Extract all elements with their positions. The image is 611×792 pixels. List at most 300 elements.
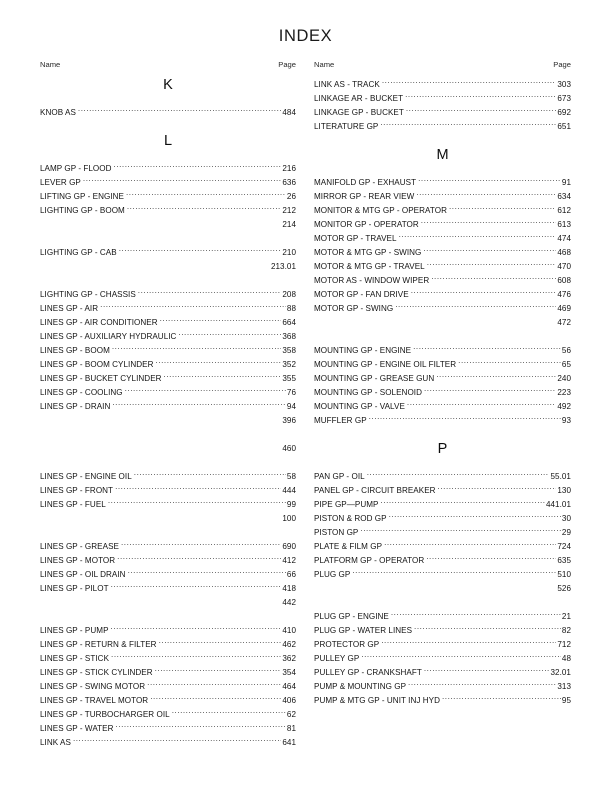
index-entry-continuation[interactable] (40, 414, 296, 428)
dot-leader (416, 190, 556, 199)
row-spacer (40, 274, 296, 288)
dot-leader (382, 78, 557, 87)
index-entry[interactable] (314, 554, 571, 568)
entry-line (40, 414, 296, 428)
dot-leader (438, 484, 557, 493)
entry-page-number: 724 (557, 542, 571, 551)
index-entry[interactable] (314, 78, 571, 92)
entry-page-number: 208 (282, 290, 296, 299)
entry-line (314, 582, 571, 596)
row-spacer (314, 330, 571, 344)
letter-divider: K (163, 77, 173, 93)
column-header-name: Name (40, 60, 61, 69)
entry-page-number: 303 (557, 80, 571, 89)
entry-page-number: 55.01 (550, 472, 571, 481)
entry-title: PISTON GP (314, 528, 359, 537)
entry-page-number: 65 (561, 360, 571, 369)
index-entry[interactable] (314, 624, 571, 638)
entry-title: LIGHTING GP - CHASSIS (40, 290, 136, 299)
dot-leader (424, 666, 550, 675)
entry-page-number: 444 (282, 486, 296, 495)
entry-line (40, 736, 296, 750)
dot-leader (405, 92, 556, 101)
entry-title: PLATFORM GP - OPERATOR (314, 556, 425, 565)
dot-leader (424, 386, 556, 395)
entry-page-number: 608 (557, 276, 571, 285)
index-entry[interactable] (314, 526, 571, 540)
entry-line (314, 78, 571, 92)
dot-leader (115, 484, 281, 493)
entry-title: LIGHTING GP - BOOM (40, 206, 125, 215)
index-entry[interactable] (314, 92, 571, 106)
entry-title: MANIFOLD GP - EXHAUST (314, 178, 417, 187)
entry-page-number: 690 (282, 542, 296, 551)
entry-line (40, 554, 296, 568)
entry-title: PISTON & ROD GP (314, 514, 387, 523)
index-entry[interactable] (40, 722, 296, 736)
index-entry[interactable] (40, 358, 296, 372)
index-entry[interactable] (314, 694, 571, 708)
entry-page-number: 484 (282, 108, 296, 117)
entry-page-number: 460 (282, 444, 296, 453)
entry-line (314, 694, 571, 708)
index-entry[interactable] (314, 666, 571, 680)
entry-page-number: 216 (282, 164, 296, 173)
entry-page-number: 396 (282, 416, 296, 425)
entry-title: MUFFLER GP (314, 416, 367, 425)
entry-title: LINKAGE GP - BUCKET (314, 108, 404, 117)
entry-line (314, 372, 571, 386)
entry-title: MOUNTING GP - SOLENOID (314, 388, 422, 397)
entry-line (40, 218, 296, 232)
row-spacer (40, 456, 296, 470)
dot-leader (442, 694, 561, 703)
entry-line (314, 624, 571, 638)
entry-page-number: 30 (561, 514, 571, 523)
entry-page-number: 99 (286, 500, 296, 509)
entry-page-number: 352 (282, 360, 296, 369)
entry-title: LINES GP - ENGINE OIL (40, 472, 132, 481)
index-entry[interactable] (40, 190, 296, 204)
entry-line (314, 260, 571, 274)
index-entry[interactable] (314, 204, 571, 218)
entry-page-number: 313 (557, 682, 571, 691)
index-entry[interactable] (40, 316, 296, 330)
entry-line (40, 190, 296, 204)
entry-title: PLATE & FILM GP (314, 542, 383, 551)
dot-leader (126, 190, 286, 199)
dot-leader (73, 736, 281, 745)
entry-page-number: 100 (282, 514, 296, 523)
entry-title: LINES GP - SWING MOTOR (40, 682, 146, 691)
index-entry-continuation[interactable] (40, 218, 296, 232)
entry-line (314, 302, 571, 316)
entry-title: LIGHTING GP - CAB (40, 248, 117, 257)
index-entry-continuation[interactable] (40, 442, 296, 456)
entry-page-number: 26 (286, 192, 296, 201)
entry-page-number: 442 (282, 598, 296, 607)
column-header-right (314, 60, 571, 78)
index-entry[interactable] (314, 372, 571, 386)
entry-title: LINES GP - TRAVEL MOTOR (40, 696, 149, 705)
entry-page-number: 358 (282, 346, 296, 355)
dot-leader (121, 540, 281, 549)
entry-title: KNOB AS (40, 108, 76, 117)
entry-page-number: 468 (557, 248, 571, 257)
entry-title: MOTOR GP - TRAVEL (314, 234, 397, 243)
letter-divider: P (437, 441, 448, 457)
entry-line (314, 400, 571, 414)
entry-page-number: 464 (282, 682, 296, 691)
entry-page-number: 712 (557, 640, 571, 649)
entry-title: LINES GP - WATER (40, 724, 114, 733)
dot-leader (413, 344, 561, 353)
index-entry[interactable] (314, 232, 571, 246)
dot-leader (172, 708, 286, 717)
row-spacer (314, 134, 571, 148)
dot-leader (395, 302, 556, 311)
index-entry[interactable] (314, 106, 571, 120)
entry-page-number: 354 (282, 668, 296, 677)
entry-line (40, 246, 296, 260)
dot-leader (111, 652, 281, 661)
entry-page-number: 81 (286, 724, 296, 733)
index-entry[interactable] (40, 652, 296, 666)
index-entry[interactable] (40, 582, 296, 596)
index-entry[interactable] (40, 470, 296, 484)
entry-page-number: 88 (286, 304, 296, 313)
entry-line (40, 288, 296, 302)
dot-leader (426, 554, 556, 563)
page-title: INDEX (278, 27, 333, 45)
entry-line (314, 652, 571, 666)
entry-line (314, 568, 571, 582)
entry-line (314, 176, 571, 190)
entry-line (314, 666, 571, 680)
index-entry[interactable] (314, 484, 571, 498)
dot-leader (421, 218, 557, 227)
index-entry[interactable] (314, 218, 571, 232)
entry-line (40, 106, 296, 120)
entry-title: LINES GP - STICK (40, 654, 110, 663)
entry-line (40, 442, 296, 456)
dot-leader (147, 680, 281, 689)
index-entry[interactable] (314, 274, 571, 288)
entry-page-number: 418 (282, 584, 296, 593)
entry-page-number: 66 (286, 570, 296, 579)
entry-page-number: 692 (557, 108, 571, 117)
entry-page-number: 634 (557, 192, 571, 201)
index-entry-continuation[interactable] (40, 260, 296, 274)
index-entry[interactable] (40, 708, 296, 722)
index-entry[interactable] (40, 694, 296, 708)
entry-page-number: 474 (557, 234, 571, 243)
row-spacer (40, 428, 296, 442)
dot-leader (111, 624, 282, 633)
entry-title: PULLEY GP (314, 654, 360, 663)
index-entry[interactable] (314, 568, 571, 582)
entry-line (40, 568, 296, 582)
dot-leader (427, 260, 557, 269)
entry-line (314, 106, 571, 120)
entry-title: MOUNTING GP - VALVE (314, 402, 405, 411)
entry-page-number: 510 (557, 570, 571, 579)
dot-leader (381, 638, 556, 647)
entry-page-number: 210 (282, 248, 296, 257)
dot-leader (406, 106, 556, 115)
entry-page-number: 469 (557, 304, 571, 313)
entry-page-number: 95 (561, 696, 571, 705)
index-entry[interactable] (40, 400, 296, 414)
letter-divider: L (163, 133, 173, 149)
dot-leader (399, 232, 557, 241)
entry-page-number: 212 (282, 206, 296, 215)
entry-title: LINES GP - MOTOR (40, 556, 116, 565)
index-entry[interactable] (314, 652, 571, 666)
entry-line (314, 316, 571, 330)
index-entry[interactable] (40, 638, 296, 652)
index-entry[interactable] (314, 540, 571, 554)
entry-page-number: 412 (282, 556, 296, 565)
entry-title: LINKAGE AR - BUCKET (314, 94, 404, 103)
entry-title: LINES GP - BUCKET CYLINDER (40, 374, 162, 383)
row-spacer (40, 92, 296, 106)
dot-leader (352, 568, 556, 577)
entry-page-number: 21 (561, 612, 571, 621)
entry-page-number: 130 (557, 486, 571, 495)
index-entry[interactable] (314, 120, 571, 134)
entry-line (314, 120, 571, 134)
row-spacer (40, 526, 296, 540)
dot-leader (458, 358, 561, 367)
index-entry[interactable] (40, 372, 296, 386)
index-entry[interactable] (40, 386, 296, 400)
entry-line (314, 610, 571, 624)
index-entry[interactable] (40, 680, 296, 694)
entry-page-number: 62 (286, 710, 296, 719)
dot-leader (100, 302, 286, 311)
dot-leader (125, 386, 286, 395)
dot-leader (159, 638, 282, 647)
entry-title: MOUNTING GP - ENGINE OIL FILTER (314, 360, 457, 369)
entry-title: LINES GP - COOLING (40, 388, 123, 397)
entry-title: LINES GP - STICK CYLINDER (40, 668, 153, 677)
index-entry[interactable] (314, 512, 571, 526)
entry-line (40, 638, 296, 652)
entry-title: MONITOR & MTG GP - OPERATOR (314, 206, 447, 215)
index-entry[interactable] (314, 610, 571, 624)
dot-leader (128, 568, 286, 577)
entry-line (40, 330, 296, 344)
row-spacer (40, 148, 296, 162)
index-entry[interactable] (314, 638, 571, 652)
index-entry[interactable] (40, 344, 296, 358)
index-entry[interactable] (314, 470, 571, 484)
entry-page-number: 223 (557, 388, 571, 397)
index-entry[interactable] (40, 484, 296, 498)
entry-page-number: 651 (557, 122, 571, 131)
entry-line (40, 582, 296, 596)
entry-line (314, 512, 571, 526)
index-entry[interactable] (40, 204, 296, 218)
dot-leader (380, 498, 544, 507)
entry-line (314, 246, 571, 260)
entry-line (40, 624, 296, 638)
index-entry[interactable] (40, 106, 296, 120)
row-spacer (40, 120, 296, 134)
dot-leader (138, 288, 282, 297)
dot-leader (361, 652, 561, 661)
dot-leader (407, 400, 556, 409)
entry-line (314, 92, 571, 106)
entry-title: PULLEY GP - CRANKSHAFT (314, 668, 422, 677)
index-entry[interactable] (40, 498, 296, 512)
entry-title: LITERATURE GP (314, 122, 379, 131)
entry-title: LINES GP - PUMP (40, 626, 109, 635)
row-spacer (314, 428, 571, 442)
index-entry-continuation[interactable] (314, 582, 571, 596)
entry-page-number: 526 (557, 584, 571, 593)
entry-page-number: 94 (286, 402, 296, 411)
entry-line (40, 358, 296, 372)
dot-leader (431, 274, 556, 283)
row-spacer (314, 456, 571, 470)
row-spacer (40, 610, 296, 624)
dot-leader (119, 246, 282, 255)
index-entry[interactable] (40, 554, 296, 568)
entry-page-number: 410 (282, 626, 296, 635)
dot-leader (178, 330, 281, 339)
dot-leader (418, 176, 561, 185)
entry-page-number: 664 (282, 318, 296, 327)
entry-page-number: 56 (561, 346, 571, 355)
index-column-right (314, 60, 571, 708)
index-entry[interactable] (40, 666, 296, 680)
dot-leader (360, 526, 561, 535)
entry-title: PANEL GP - CIRCUIT BREAKER (314, 486, 436, 495)
entry-title: MOTOR & MTG GP - TRAVEL (314, 262, 425, 271)
entry-page-number: 93 (561, 416, 571, 425)
index-entry[interactable] (40, 568, 296, 582)
entry-page-number: 462 (282, 640, 296, 649)
entry-title: MOUNTING GP - ENGINE (314, 346, 412, 355)
index-entry[interactable] (314, 190, 571, 204)
entry-title: PLUG GP - WATER LINES (314, 626, 413, 635)
entry-page-number: 406 (282, 696, 296, 705)
entry-page-number: 441.01 (545, 500, 571, 509)
entry-title: LINES GP - DRAIN (40, 402, 111, 411)
entry-title: LINES GP - AIR (40, 304, 99, 313)
index-entry[interactable] (40, 162, 296, 176)
entry-title: LINES GP - AIR CONDITIONER (40, 318, 158, 327)
entry-line (40, 386, 296, 400)
entry-page-number: 355 (282, 374, 296, 383)
entry-line (40, 470, 296, 484)
dot-leader (112, 344, 281, 353)
index-entry[interactable] (40, 736, 296, 750)
entry-title: PAN GP - OIL (314, 472, 365, 481)
entry-line (40, 316, 296, 330)
index-entry[interactable] (314, 414, 571, 428)
entry-line (314, 232, 571, 246)
index-entry[interactable] (40, 288, 296, 302)
index-entry[interactable] (314, 386, 571, 400)
dot-leader (150, 694, 281, 703)
dot-leader (114, 162, 282, 171)
entry-line (314, 288, 571, 302)
entry-page-number: 470 (557, 262, 571, 271)
entry-line (314, 386, 571, 400)
entry-page-number: 82 (561, 626, 571, 635)
index-entry[interactable] (40, 246, 296, 260)
letter-divider: M (436, 147, 449, 163)
entry-title: LINES GP - BOOM (40, 346, 110, 355)
index-entry[interactable] (314, 246, 571, 260)
entry-line (314, 358, 571, 372)
row-spacer (40, 232, 296, 246)
entry-title: PUMP & MOUNTING GP (314, 682, 407, 691)
dot-leader (414, 624, 561, 633)
entry-title: MOTOR GP - SWING (314, 304, 394, 313)
entry-line (314, 470, 571, 484)
index-entry[interactable] (314, 358, 571, 372)
dot-leader (117, 554, 281, 563)
entry-line (314, 526, 571, 540)
entry-page-number: 472 (557, 318, 571, 327)
entry-line (40, 302, 296, 316)
index-entry[interactable] (40, 302, 296, 316)
entry-page-number: 213.01 (270, 262, 296, 271)
entry-line (314, 540, 571, 554)
entry-page-number: 29 (561, 528, 571, 537)
dot-leader (112, 400, 286, 409)
index-entry-continuation[interactable] (314, 316, 571, 330)
index-entry-continuation[interactable] (40, 596, 296, 610)
index-entry[interactable] (314, 260, 571, 274)
index-entry[interactable] (40, 540, 296, 554)
index-entry[interactable] (314, 288, 571, 302)
entry-line (40, 176, 296, 190)
dot-leader (164, 372, 282, 381)
dot-leader (160, 316, 282, 325)
column-header-left (40, 60, 296, 78)
dot-leader (391, 610, 561, 619)
entry-line (314, 680, 571, 694)
index-entry[interactable] (40, 330, 296, 344)
dot-leader (389, 512, 561, 521)
index-entry[interactable] (40, 624, 296, 638)
dot-leader (380, 120, 556, 129)
entry-page-number: 492 (557, 402, 571, 411)
entry-line (314, 274, 571, 288)
dot-leader (116, 722, 286, 731)
entry-page-number: 613 (557, 220, 571, 229)
index-entry[interactable] (40, 176, 296, 190)
index-entry[interactable] (314, 498, 571, 512)
dot-leader (83, 176, 281, 185)
index-entry-continuation[interactable] (40, 512, 296, 526)
index-entry[interactable] (314, 302, 571, 316)
entry-title: LEVER GP (40, 178, 81, 187)
index-entry[interactable] (314, 344, 571, 358)
entry-title: MIRROR GP - REAR VIEW (314, 192, 415, 201)
index-entry[interactable] (314, 680, 571, 694)
entry-page-number: 636 (282, 178, 296, 187)
dot-leader (155, 666, 282, 675)
dot-leader (408, 680, 556, 689)
index-entry[interactable] (314, 176, 571, 190)
index-entry[interactable] (314, 400, 571, 414)
